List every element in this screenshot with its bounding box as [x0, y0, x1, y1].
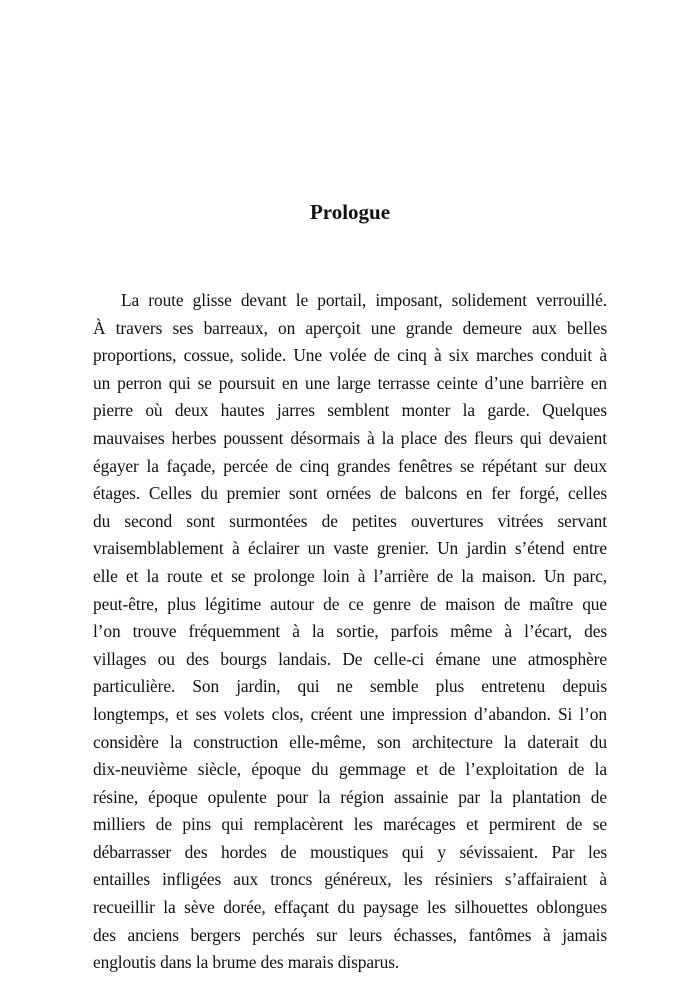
text-line: longtemps, et ses volets clos, créent une impression d’abandon. Si l’on [93, 703, 607, 724]
text-line: proportions, cossue, solide. Une volée de cinq à six marches conduit à [93, 345, 607, 366]
text-line: À travers ses barreaux, on aperçoit une grande demeure aux belles [93, 317, 607, 338]
text-line: milliers de pins qui remplacèrent les marécages et permirent de se [93, 814, 607, 835]
text-line: un perron qui se poursuit en une large terrasse ceinte d’une barrière en [93, 372, 607, 393]
text-line: peut-être, plus légitime autour de ce genre de maison de maître que [93, 593, 607, 614]
text-line: recueillir la sève dorée, effaçant du paysage les silhouettes oblongues [93, 897, 607, 918]
text-line: du second sont surmontées de petites ouvertures vitrées servant [93, 510, 607, 531]
text-line: des anciens bergers perchés sur leurs échasses, fantômes à jamais [93, 924, 607, 945]
text-line: La route glisse devant le portail, imposant, solidement verrouillé. [121, 290, 607, 310]
text-line: l’on trouve fréquemment à la sortie, parfois même à l’écart, des [93, 621, 607, 642]
text-line: villages ou des bourgs landais. De celle-ci émane une atmosphère [93, 648, 607, 669]
text-line: considère la construction elle-même, son architecture la daterait du [93, 731, 607, 752]
text-line: vraisemblablement à éclairer un vaste grenier. Un jardin s’étend entre [93, 538, 607, 559]
text-line: particulière. Son jardin, qui ne semble plus entretenu depuis [93, 676, 607, 697]
chapter-title: Prologue [309, 200, 391, 224]
text-line: elle et la route et se prolonge loin à l’arrière de la maison. Un parc, [93, 565, 607, 586]
text-line: dix-neuvième siècle, époque du gemmage et de l’exploitation de la [93, 759, 607, 780]
text-line: mauvaises herbes poussent désormais à la place des fleurs qui devaient [93, 427, 607, 448]
prologue-paragraph [93, 287, 607, 977]
text-line: résine, époque opulente pour la région assainie par la plantation de [93, 786, 607, 807]
text-line: débarrasser des hordes de moustiques qui y sévissaient. Par les [93, 841, 607, 862]
text-line: entailles infligées aux troncs généreux, les résiniers s’affairaient à [93, 869, 607, 890]
text-line: égayer la façade, percée de cinq grandes fenêtres se répétant sur deux [93, 455, 607, 476]
text-line: pierre où deux hautes jarres semblent monter la garde. Quelques [93, 400, 607, 421]
text-line: étages. Celles du premier sont ornées de balcons en fer forgé, celles [93, 483, 607, 504]
text-line: engloutis dans la brume des marais disparus. [93, 952, 400, 973]
